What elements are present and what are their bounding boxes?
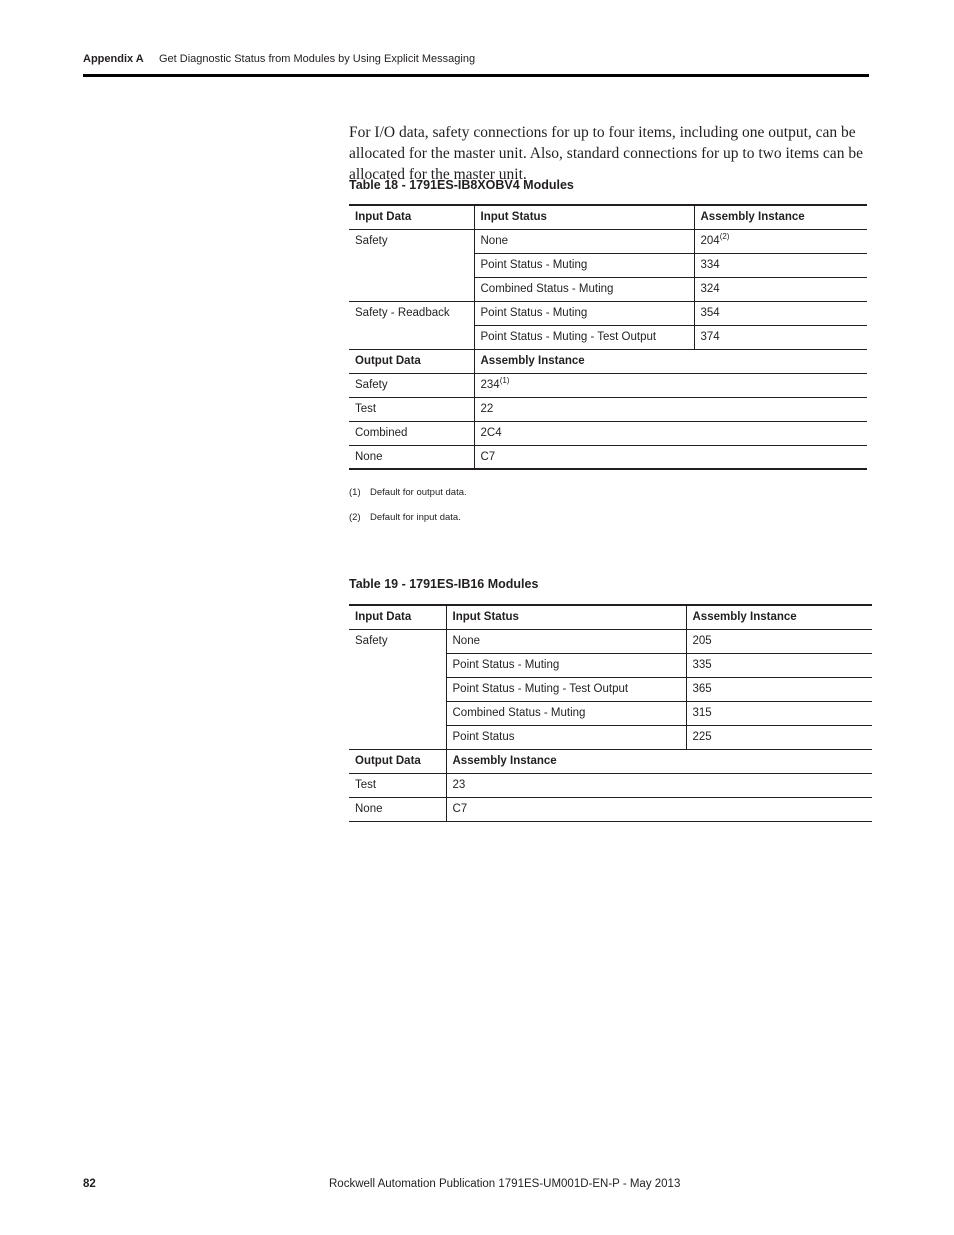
table-row <box>349 797 872 821</box>
table-row <box>349 421 867 445</box>
table-row <box>349 445 867 469</box>
assembly-value: 204 <box>700 235 720 247</box>
input-status-cell: None <box>446 629 686 653</box>
input-data-cell: Safety <box>349 629 446 749</box>
table-18 <box>349 204 867 470</box>
input-status-cell: Point Status - Muting <box>474 301 694 325</box>
output-data-cell: Combined <box>349 421 474 445</box>
input-status-cell: Point Status <box>446 725 686 749</box>
assembly-cell: 205 <box>686 629 872 653</box>
table-row <box>349 373 867 397</box>
assembly-cell: 365 <box>686 677 872 701</box>
output-header-row <box>349 349 867 373</box>
appendix-label: Appendix A <box>83 53 144 65</box>
footnote-number: (1) <box>349 487 361 498</box>
assembly-cell: C7 <box>474 445 867 469</box>
assembly-cell <box>694 229 867 253</box>
footnote-text: Default for input data. <box>370 512 461 523</box>
input-status-cell: Combined Status - Muting <box>474 277 694 301</box>
table-row <box>349 229 867 253</box>
table-18-caption: Table 18 - 1791ES-IB8XOBV4 Modules <box>349 178 574 192</box>
running-header <box>83 53 476 65</box>
assembly-value: 234 <box>480 379 500 391</box>
input-status-cell: None <box>474 229 694 253</box>
header-output-assembly: Assembly Instance <box>446 749 872 773</box>
footnote-number: (2) <box>349 512 361 523</box>
assembly-cell: 315 <box>686 701 872 725</box>
input-status-cell: Combined Status - Muting <box>446 701 686 725</box>
assembly-cell: 324 <box>694 277 867 301</box>
assembly-cell: 354 <box>694 301 867 325</box>
table-row <box>349 629 872 653</box>
footnote <box>349 512 461 523</box>
assembly-cell: 23 <box>446 773 872 797</box>
table-19-caption: Table 19 - 1791ES-IB16 Modules <box>349 577 539 591</box>
input-data-cell: Safety - Readback <box>349 301 474 349</box>
output-data-cell: None <box>349 797 446 821</box>
input-status-cell: Point Status - Muting - Test Output <box>446 677 686 701</box>
table-header-row <box>349 605 872 629</box>
table-row <box>349 301 867 325</box>
table-row <box>349 773 872 797</box>
input-status-cell: Point Status - Muting <box>474 253 694 277</box>
assembly-cell: 22 <box>474 397 867 421</box>
chapter-title: Get Diagnostic Status from Modules by Using Explicit Messaging <box>159 53 476 65</box>
assembly-cell: 374 <box>694 325 867 349</box>
footnote <box>349 487 467 498</box>
table-row <box>349 397 867 421</box>
input-status-cell: Point Status - Muting <box>446 653 686 677</box>
intro-paragraph: For I/O data, safety connections for up to four items, including one output, can be allocated for the master unit. Also, standard connections for up to two items can be allocated for the master unit. <box>349 123 863 183</box>
output-header-row <box>349 749 872 773</box>
table-19 <box>349 604 872 822</box>
header-assembly-instance: Assembly Instance <box>694 205 867 229</box>
header-input-data: Input Data <box>349 605 446 629</box>
output-data-cell: Test <box>349 397 474 421</box>
assembly-cell: 225 <box>686 725 872 749</box>
footnote-ref: (1) <box>499 376 510 385</box>
table-header-row <box>349 205 867 229</box>
assembly-cell: 2C4 <box>474 421 867 445</box>
input-data-cell: Safety <box>349 229 474 301</box>
output-data-cell: Safety <box>349 373 474 397</box>
output-data-cell: None <box>349 445 474 469</box>
header-output-assembly: Assembly Instance <box>474 349 867 373</box>
header-input-data: Input Data <box>349 205 474 229</box>
page-number: 82 <box>83 1178 96 1190</box>
footnote-text: Default for output data. <box>370 487 467 498</box>
publication-info: Rockwell Automation Publication 1791ES-UM001D-EN-P - May 2013 <box>329 1178 681 1190</box>
header-output-data: Output Data <box>349 349 474 373</box>
assembly-cell <box>474 373 867 397</box>
header-output-data: Output Data <box>349 749 446 773</box>
assembly-cell: 335 <box>686 653 872 677</box>
input-status-cell: Point Status - Muting - Test Output <box>474 325 694 349</box>
header-assembly-instance: Assembly Instance <box>686 605 872 629</box>
assembly-cell: C7 <box>446 797 872 821</box>
header-input-status: Input Status <box>474 205 694 229</box>
header-input-status: Input Status <box>446 605 686 629</box>
assembly-cell: 334 <box>694 253 867 277</box>
footnote-ref: (2) <box>719 232 730 241</box>
header-rule <box>83 74 869 77</box>
output-data-cell: Test <box>349 773 446 797</box>
